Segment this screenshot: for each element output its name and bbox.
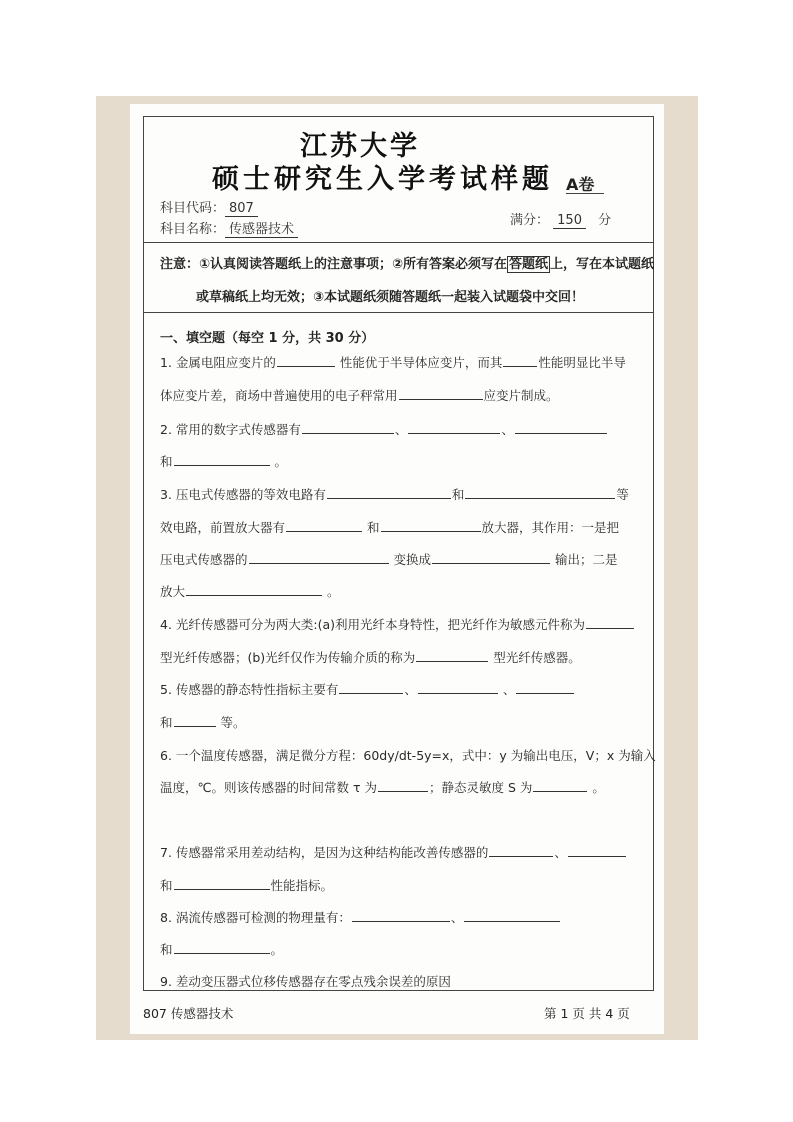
answer-blank bbox=[464, 910, 560, 922]
question-8-line-2 bbox=[160, 940, 283, 958]
notice-text-1: 注意：①认真阅读答题纸上的注意事项；②所有答案必须写在 bbox=[160, 257, 508, 272]
q1-text-d: 体应变片差，商场中普遍使用的电子秤常用 bbox=[160, 388, 398, 403]
answer-blank bbox=[503, 355, 537, 367]
q5-text-d: 和 bbox=[160, 715, 173, 730]
subject-code-value: 807 bbox=[225, 201, 258, 217]
q6-text-c: ；静态灵敏度 S 为 bbox=[429, 780, 533, 795]
section-title: 一、填空题（每空 1 分，共 30 分） bbox=[160, 331, 375, 346]
question-9-line-1: 9. 差动变压器式位移传感器存在零点残余误差的原因 bbox=[160, 974, 451, 989]
answer-blank bbox=[286, 520, 362, 532]
answer-blank bbox=[399, 388, 483, 400]
score-value: 150 bbox=[553, 213, 586, 229]
q2-text-b: 、 bbox=[394, 422, 408, 437]
question-2-line-2 bbox=[160, 452, 287, 470]
q7-text-b: 、 bbox=[554, 845, 567, 860]
answer-blank bbox=[186, 584, 322, 596]
question-2-line-1 bbox=[160, 420, 608, 438]
footer-subject: 807 传感器技术 bbox=[143, 1006, 234, 1021]
q5-text-c: 、 bbox=[502, 682, 516, 697]
header-divider bbox=[143, 242, 654, 243]
subject-code-label: 科目代码： bbox=[160, 201, 226, 216]
university-title: 江苏大学 bbox=[300, 131, 420, 162]
subject-name-value: 传感器技术 bbox=[225, 222, 298, 238]
question-5-line-1 bbox=[160, 680, 575, 698]
score-unit: 分 bbox=[598, 213, 612, 228]
q8-text-d: 。 bbox=[270, 942, 284, 957]
question-6-line-2 bbox=[160, 778, 605, 796]
question-3-line-2 bbox=[160, 518, 619, 536]
question-1-line-2 bbox=[160, 386, 559, 404]
paper-type-label: A卷 bbox=[566, 175, 595, 194]
q2-text-c: 、 bbox=[501, 422, 514, 437]
question-4-line-1 bbox=[160, 615, 635, 633]
answer-blank bbox=[489, 845, 553, 857]
q6-text-d: 。 bbox=[592, 780, 605, 795]
answer-blank bbox=[174, 942, 270, 954]
exam-title: 硕士研究生入学考试样题 bbox=[212, 164, 553, 195]
q3-text-f: 放大器，其作用：一是把 bbox=[481, 520, 620, 535]
q2-text-e: 。 bbox=[274, 454, 288, 469]
answer-sheet-box: 答题纸 bbox=[509, 257, 549, 272]
subject-code bbox=[160, 197, 258, 216]
q5-text-a: 5. 传感器的静态特性指标主要有 bbox=[160, 682, 339, 697]
subject-name-label: 科目名称： bbox=[160, 222, 226, 237]
question-5-line-2 bbox=[160, 713, 246, 731]
answer-blank bbox=[352, 910, 450, 922]
question-7-line-1 bbox=[160, 843, 627, 861]
q7-text-d: 性能指标。 bbox=[270, 878, 334, 893]
q7-text-c: 和 bbox=[160, 878, 173, 893]
answer-blank bbox=[302, 422, 394, 434]
q4-text-b: 型光纤传感器；(b)光纤仅作为传输介质的称为 bbox=[160, 650, 416, 665]
full-score bbox=[510, 209, 611, 228]
subject-name bbox=[160, 218, 298, 237]
q5-text-e: 等。 bbox=[220, 715, 246, 730]
q3-text-i: 输出；二是 bbox=[555, 552, 618, 567]
score-label: 满分： bbox=[510, 213, 550, 228]
answer-blank bbox=[249, 552, 389, 564]
q6-text-b: 温度，℃。则该传感器的时间常数 τ 为 bbox=[160, 780, 378, 795]
answer-blank bbox=[533, 780, 587, 792]
question-4-line-2 bbox=[160, 648, 581, 666]
q8-text-b: 、 bbox=[450, 910, 464, 925]
question-3-line-1 bbox=[160, 485, 629, 503]
q1-text-b: 性能优于半导体应变片，而其 bbox=[339, 355, 503, 370]
notice-line-1 bbox=[160, 253, 654, 272]
q5-text-b: 、 bbox=[404, 682, 417, 697]
q3-text-a: 3. 压电式传感器的等效电路有 bbox=[160, 487, 326, 502]
answer-blank bbox=[339, 682, 403, 694]
q3-text-d: 效电路，前置放大器有 bbox=[160, 520, 286, 535]
question-7-line-2 bbox=[160, 876, 333, 894]
q2-text-d: 和 bbox=[160, 454, 173, 469]
q3-text-k: 。 bbox=[327, 584, 340, 599]
answer-blank bbox=[515, 422, 607, 434]
answer-blank bbox=[568, 845, 626, 857]
q4-text-c: 型光纤传感器。 bbox=[493, 650, 581, 665]
q1-text-c: 性能明显比半导 bbox=[538, 355, 626, 370]
q2-text-a: 2. 常用的数字式传感器有 bbox=[160, 422, 301, 437]
answer-blank bbox=[432, 552, 550, 564]
answer-blank bbox=[418, 682, 498, 694]
question-6-line-1: 6. 一个温度传感器，满足微分方程：60dy/dt-5y=x，式中：y 为输出电压，V；x 为输入 bbox=[160, 748, 656, 763]
q3-text-b: 和 bbox=[451, 487, 465, 502]
notice-line-2: 或草稿纸上均无效；③本试题纸须随答题纸一起装入试题袋中交回！ bbox=[196, 290, 585, 305]
answer-blank bbox=[327, 487, 451, 499]
answer-blank bbox=[174, 878, 270, 890]
q8-text-a: 8. 涡流传感器可检测的物理量有： bbox=[160, 910, 351, 925]
q1-text-e: 应变片制成。 bbox=[483, 388, 559, 403]
answer-blank bbox=[381, 520, 481, 532]
answer-blank bbox=[378, 780, 428, 792]
paper-type-underline bbox=[566, 193, 604, 194]
answer-blank bbox=[174, 454, 270, 466]
answer-blank bbox=[408, 422, 500, 434]
q4-text-a: 4. 光纤传感器可分为两大类:(a)利用光纤本身特性，把光纤作为敏感元件称为 bbox=[160, 617, 586, 632]
answer-blank bbox=[465, 487, 615, 499]
question-1-line-1 bbox=[160, 353, 626, 371]
q1-text-a: 1. 金属电阻应变片的 bbox=[160, 355, 276, 370]
question-8-line-1 bbox=[160, 908, 561, 926]
footer-page-number: 第 1 页 共 4 页 bbox=[544, 1006, 630, 1021]
answer-blank bbox=[416, 650, 488, 662]
q8-text-c: 和 bbox=[160, 942, 173, 957]
q3-text-c: 等 bbox=[616, 487, 629, 502]
question-3-line-3 bbox=[160, 550, 618, 568]
answer-blank bbox=[277, 355, 335, 367]
answer-blank bbox=[586, 617, 634, 629]
question-3-line-4 bbox=[160, 582, 340, 600]
notice-divider bbox=[143, 312, 654, 313]
answer-blank bbox=[174, 715, 216, 727]
q3-text-e: 和 bbox=[367, 520, 380, 535]
q3-text-g: 压电式传感器的 bbox=[160, 552, 248, 567]
answer-blank bbox=[516, 682, 574, 694]
q7-text-a: 7. 传感器常采用差动结构，是因为这种结构能改善传感器的 bbox=[160, 845, 489, 860]
q3-text-h: 变换成 bbox=[393, 552, 432, 567]
notice-text-2: 上，写在本试题纸 bbox=[550, 257, 655, 272]
q3-text-j: 放大 bbox=[160, 584, 186, 599]
